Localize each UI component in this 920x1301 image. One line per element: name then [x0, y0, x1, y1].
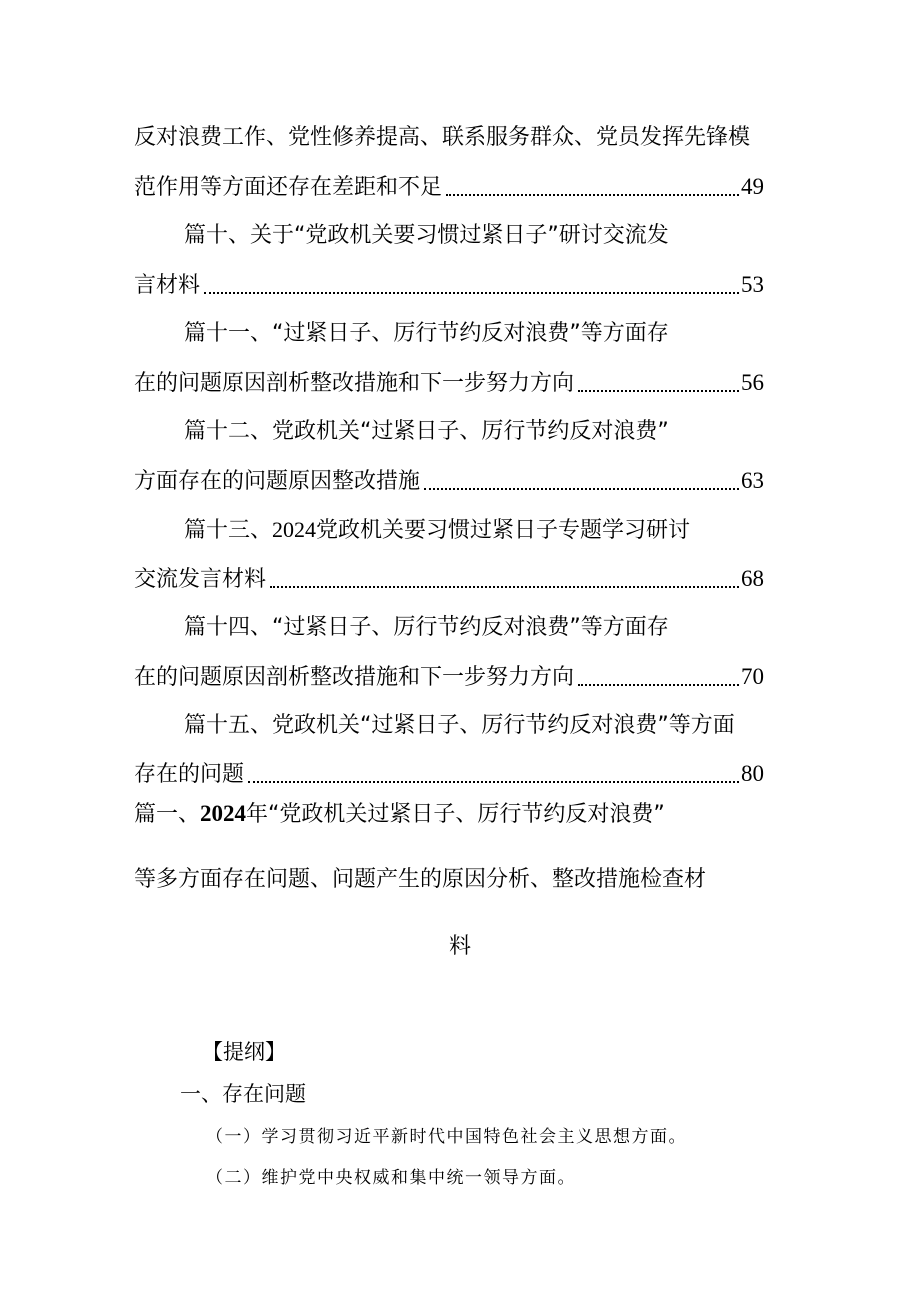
toc-entry-line[interactable]: [184, 608, 790, 648]
article-title-line-2: 等多方面存在问题、问题产生的原因分析、整改措施检查材: [134, 867, 707, 892]
dot-leader: [270, 586, 739, 588]
outline-item: （一）学习贯彻习近平新时代中国特色社会主义思想方面。: [206, 1127, 687, 1147]
toc-entry-line[interactable]: [134, 461, 790, 501]
dot-leader: [446, 194, 739, 196]
toc-entry-year: 2024: [272, 517, 317, 542]
toc-entry-line[interactable]: [134, 167, 790, 207]
toc-entry-text: 存在的问题: [134, 762, 245, 787]
toc-entry-text: 范作用等方面还存在差距和不足: [134, 175, 443, 200]
toc-entry-line[interactable]: [134, 118, 790, 158]
toc-entry-text: 言材料: [134, 273, 201, 298]
toc-page-number: 68: [741, 566, 764, 591]
toc-page-number: 70: [741, 664, 764, 689]
toc-entry-text: 篇十四、“过紧日子、厉行节约反对浪费”等方面存: [184, 615, 669, 640]
toc-entry-text-prefix: 篇十三、: [184, 518, 273, 543]
toc-entry-text: 在的问题原因剖析整改措施和下一步努力方向: [134, 665, 575, 690]
toc-entry-text-suffix: 党政机关要习惯过紧日子专题学习研讨: [316, 518, 691, 543]
outline-item: （二）维护党中央权威和集中统一领导方面。: [206, 1168, 576, 1188]
article-title-line-1: [134, 794, 790, 834]
toc-page-number: 56: [741, 370, 764, 395]
toc-entry-line[interactable]: [134, 657, 790, 697]
outline-label: 【提纲】: [202, 1040, 286, 1064]
dot-leader: [578, 390, 739, 392]
toc-entry-text: 反对浪费工作、党性修养提高、联系服务群众、党员发挥先锋模: [134, 125, 751, 150]
toc-entry-line[interactable]: [184, 314, 790, 354]
article-title-line-3: 料: [448, 934, 471, 959]
toc-entry-text: 方面存在的问题原因整改措施: [134, 469, 421, 494]
toc-entry-line[interactable]: [134, 265, 790, 305]
dot-leader: [578, 684, 739, 686]
toc-page-number: 80: [741, 761, 764, 786]
toc-entry-line[interactable]: [134, 559, 790, 599]
toc-entry-text: 篇十、关于“党政机关要习惯过紧日子”研讨交流发: [184, 223, 669, 248]
article-title-year: 2024: [200, 801, 247, 826]
article-title-suffix: 年“党政机关过紧日子、厉行节约反对浪费”: [246, 802, 665, 827]
toc-entry-line[interactable]: [134, 754, 790, 794]
toc-entry-text: 在的问题原因剖析整改措施和下一步努力方向: [134, 371, 575, 396]
section-heading: 一、存在问题: [180, 1082, 306, 1106]
toc-entry-text: 篇十五、党政机关“过紧日子、厉行节约反对浪费”等方面: [184, 713, 735, 738]
toc-entry-text: 交流发言材料: [134, 567, 267, 592]
toc-entry-text: 篇十二、党政机关“过紧日子、厉行节约反对浪费”: [184, 419, 669, 444]
toc-entry-line[interactable]: [184, 412, 790, 452]
toc-entry-line[interactable]: [184, 510, 790, 550]
toc-page-number: 63: [741, 468, 764, 493]
toc-entry-line[interactable]: [134, 363, 790, 403]
dot-leader: [248, 781, 739, 783]
article-title-prefix: 篇一、: [134, 802, 201, 827]
toc-entry-line[interactable]: [184, 706, 790, 746]
dot-leader: [424, 488, 739, 490]
dot-leader: [204, 292, 739, 294]
toc-page-number: 49: [741, 174, 764, 199]
toc-entry-line[interactable]: [184, 216, 790, 256]
toc-entry-text: 篇十一、“过紧日子、厉行节约反对浪费”等方面存: [184, 321, 669, 346]
toc-page-number: 53: [741, 272, 764, 297]
